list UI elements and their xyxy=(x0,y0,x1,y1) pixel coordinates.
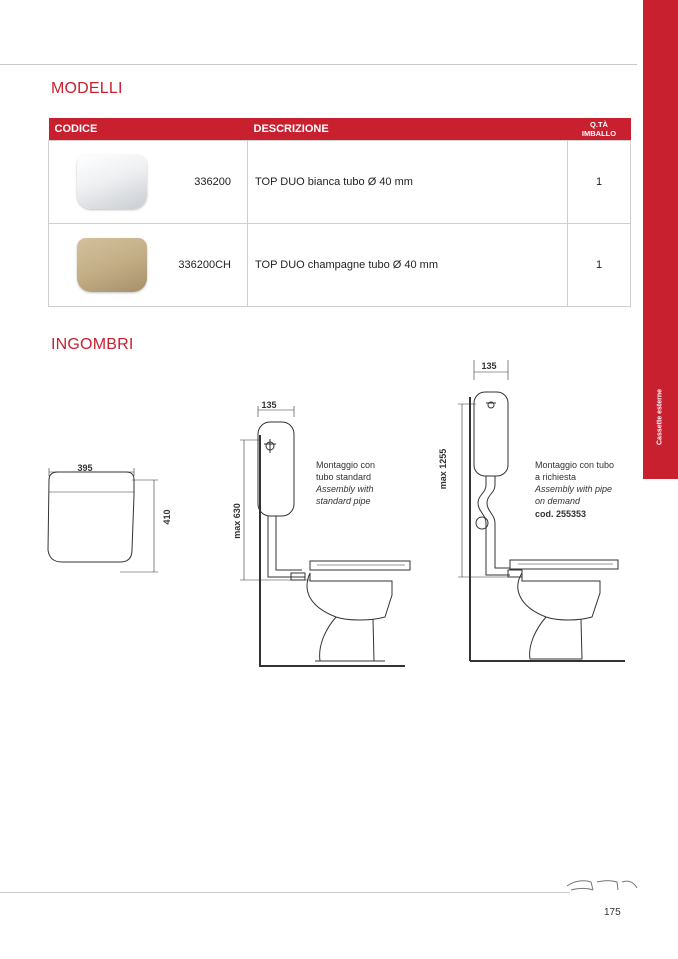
product-description: TOP DUO bianca tubo Ø 40 mm xyxy=(248,141,568,224)
product-code: 336200CH xyxy=(161,224,248,307)
on-demand-height-label: max 1255 xyxy=(438,448,448,490)
page-number: 175 xyxy=(604,907,621,918)
product-image-cell xyxy=(49,224,162,307)
cistern-front-drawing xyxy=(48,468,158,572)
top-rule xyxy=(0,64,637,65)
cistern-width-label: 395 xyxy=(77,463,93,473)
technical-drawings xyxy=(40,355,640,675)
cistern-height-label: 410 xyxy=(162,509,172,525)
models-table xyxy=(48,118,631,307)
product-description: TOP DUO champagne tubo Ø 40 mm xyxy=(248,224,568,307)
header-code: CODICE xyxy=(49,118,248,141)
section-title-models: MODELLI xyxy=(51,80,123,97)
product-code: 336200 xyxy=(161,141,248,224)
standard-assembly-drawing xyxy=(240,406,410,667)
table-header-row xyxy=(49,118,631,141)
champagne-cistern-image xyxy=(77,238,147,292)
product-image-cell xyxy=(49,141,162,224)
on-demand-note-it-1: Montaggio con tubo xyxy=(535,460,615,470)
on-demand-note-it-2: a richiesta xyxy=(535,472,577,482)
on-demand-code: cod. 255353 xyxy=(535,509,587,519)
white-cistern-image xyxy=(77,155,147,209)
on-demand-note-en-2: on demand xyxy=(535,496,581,506)
standard-note-en-2: standard pipe xyxy=(316,496,371,506)
header-qty-line1: Q.TÀ xyxy=(590,120,608,129)
bottom-rule xyxy=(0,892,570,893)
footer-ornament xyxy=(565,876,639,896)
standard-note-it-1: Montaggio con xyxy=(316,460,376,470)
header-qty xyxy=(568,118,631,141)
table-row xyxy=(49,224,631,307)
standard-note-it-2: tubo standard xyxy=(316,472,372,482)
on-demand-width-label: 135 xyxy=(481,361,497,371)
standard-height-label: max 630 xyxy=(232,503,242,539)
standard-width-label: 135 xyxy=(261,400,277,410)
section-title-dimensions: INGOMBRI xyxy=(51,336,134,353)
product-qty: 1 xyxy=(568,141,631,224)
header-qty-line2: IMBALLO xyxy=(581,129,617,138)
product-qty: 1 xyxy=(568,224,631,307)
standard-note-en-1: Assembly with xyxy=(316,484,374,494)
table-row xyxy=(49,141,631,224)
header-description: DESCRIZIONE xyxy=(248,118,568,141)
side-tab-label: Cassette esterne xyxy=(656,388,664,446)
on-demand-note-en-1: Assembly with pipe xyxy=(535,484,613,494)
